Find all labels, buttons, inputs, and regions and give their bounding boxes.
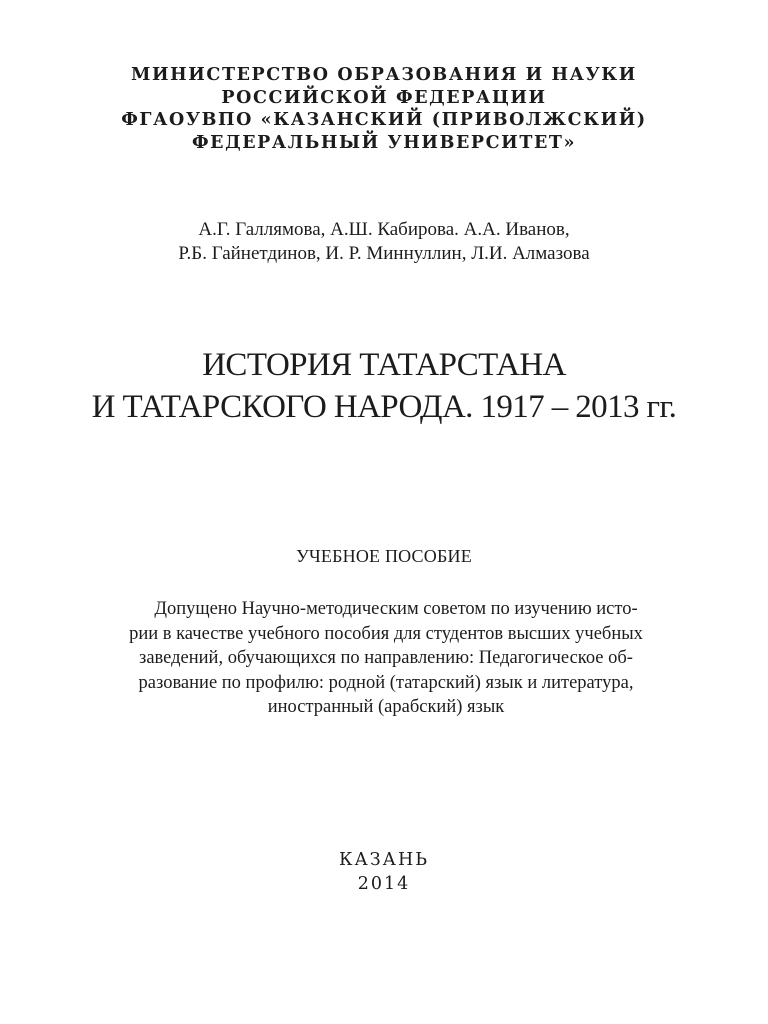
authors-line: Р.Б. Гайнетдинов, И. Р. Миннуллин, Л.И. Алмазова	[178, 243, 590, 264]
ministry-line: ФГАОУВПО «КАЗАНСКИЙ (ПРИВОЛЖСКИЙ)	[121, 110, 647, 130]
approval-statement	[86, 597, 686, 720]
authors	[0, 218, 768, 266]
book-title-line: И ТАТАРСКОГО НАРОДА. 1917 – 2013 гг.	[91, 389, 677, 425]
approval-line: рии в качестве учебного пособия для студентов высших учебных	[129, 623, 643, 644]
ministry-line: РОССИЙСКОЙ ФЕДЕРАЦИИ	[221, 87, 547, 108]
ministry-line: МИНИСТЕРСТВО ОБРАЗОВАНИЯ И НАУКИ	[131, 65, 637, 85]
approval-line: иностранный (арабский) язык	[267, 697, 505, 717]
approval-line: заведений, обучающихся по направлению: Педагогическое об-	[139, 648, 633, 668]
approval-line: разование по профилю: родной (татарский) язык и литература,	[138, 672, 634, 693]
authors-line: А.Г. Галлямова, А.Ш. Кабирова. А.А. Иванов,	[198, 219, 570, 240]
imprint	[0, 848, 768, 896]
approval-line: Допущено Научно-методическим советом по изучению исто-	[154, 599, 638, 619]
book-title-line: ИСТОРИЯ ТАТАРСТАНА	[202, 347, 566, 383]
imprint-city: КАЗАНЬ	[338, 850, 429, 870]
imprint-year: 2014	[357, 874, 411, 894]
book-title	[0, 344, 768, 428]
ministry-header	[0, 64, 768, 154]
ministry-line: ФЕДЕРАЛЬНЫЙ УНИВЕРСИТЕТ»	[191, 132, 577, 153]
book-subtitle: УЧЕБНОЕ ПОСОБИЕ	[296, 546, 472, 566]
